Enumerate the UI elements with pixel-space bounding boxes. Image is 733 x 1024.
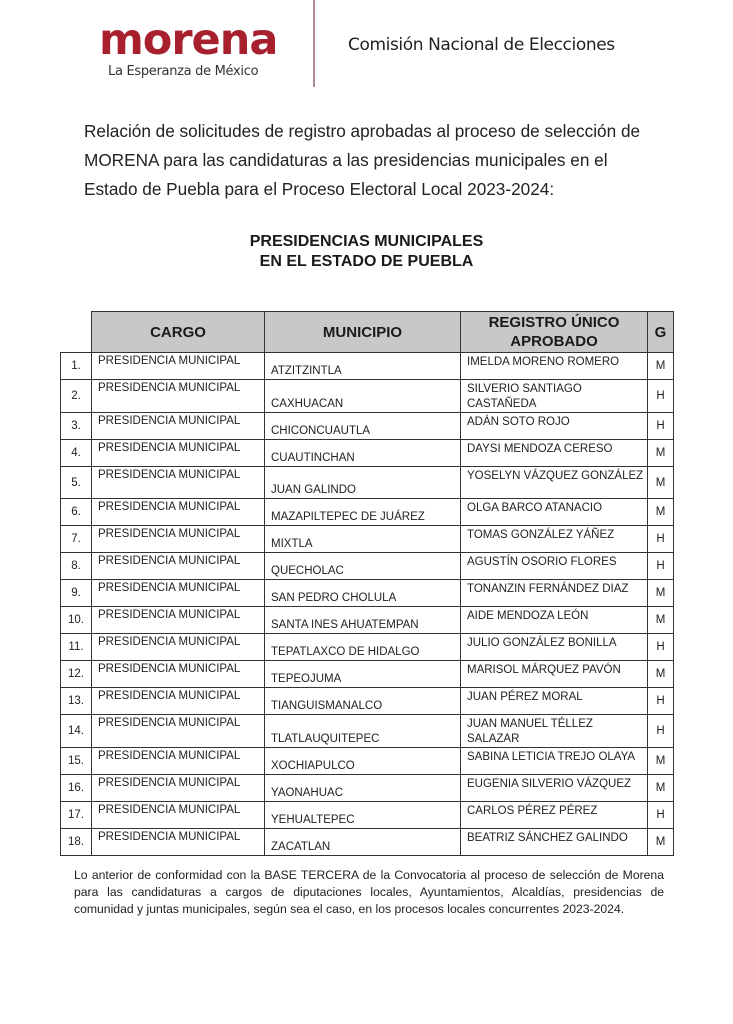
- cell-registro: SILVERIO SANTIAGO CASTAÑEDA: [461, 380, 648, 413]
- cell-genero: H: [648, 715, 674, 748]
- cell-municipio: MIXTLA: [265, 526, 461, 553]
- cell-municipio: SAN PEDRO CHOLULA: [265, 580, 461, 607]
- cell-genero: M: [648, 580, 674, 607]
- cell-cargo: PRESIDENCIA MUNICIPAL: [92, 440, 265, 467]
- cell-registro: MARISOL MÁRQUEZ PAVÓN: [461, 661, 648, 688]
- table-row: [61, 413, 674, 440]
- cell-registro: JULIO GONZÁLEZ BONILLA: [461, 634, 648, 661]
- table-row: [61, 688, 674, 715]
- header-registro: [461, 312, 648, 353]
- commission-name: Comisión Nacional de Elecciones: [348, 35, 615, 55]
- header-municipio: MUNICIPIO: [265, 312, 461, 353]
- cell-registro: JUAN MANUEL TÉLLEZ SALAZAR: [461, 715, 648, 748]
- cell-genero: M: [648, 353, 674, 380]
- cell-cargo: PRESIDENCIA MUNICIPAL: [92, 353, 265, 380]
- cell-municipio: YAONAHUAC: [265, 775, 461, 802]
- table-row: [61, 829, 674, 856]
- candidates-table: [60, 311, 674, 856]
- cell-cargo: PRESIDENCIA MUNICIPAL: [92, 802, 265, 829]
- table-row: [61, 775, 674, 802]
- cell-registro: TOMAS GONZÁLEZ YÁÑEZ: [461, 526, 648, 553]
- table-body: [61, 353, 674, 856]
- row-number: 12.: [61, 661, 92, 688]
- cell-municipio: TLATLAUQUITEPEC: [265, 715, 461, 748]
- header-registro-line-2: APROBADO: [510, 333, 598, 350]
- cell-cargo: PRESIDENCIA MUNICIPAL: [92, 661, 265, 688]
- row-number: 7.: [61, 526, 92, 553]
- cell-cargo: PRESIDENCIA MUNICIPAL: [92, 829, 265, 856]
- row-number: 14.: [61, 715, 92, 748]
- cell-cargo: PRESIDENCIA MUNICIPAL: [92, 607, 265, 634]
- row-number: 1.: [61, 353, 92, 380]
- cell-genero: M: [648, 607, 674, 634]
- header-divider: [313, 0, 315, 87]
- morena-logo: morena: [99, 15, 278, 65]
- cell-registro: OLGA BARCO ATANACIO: [461, 499, 648, 526]
- table-row: [61, 499, 674, 526]
- table-header-row: [61, 312, 674, 353]
- row-number: 13.: [61, 688, 92, 715]
- cell-cargo: PRESIDENCIA MUNICIPAL: [92, 634, 265, 661]
- row-number: 18.: [61, 829, 92, 856]
- table-row: [61, 440, 674, 467]
- cell-cargo: PRESIDENCIA MUNICIPAL: [92, 715, 265, 748]
- table-row: [61, 607, 674, 634]
- row-number: 9.: [61, 580, 92, 607]
- document-header: [0, 0, 733, 100]
- cell-municipio: MAZAPILTEPEC DE JUÁREZ: [265, 499, 461, 526]
- cell-municipio: CHICONCUAUTLA: [265, 413, 461, 440]
- table-row: [61, 715, 674, 748]
- cell-genero: M: [648, 661, 674, 688]
- header-registro-line-1: REGISTRO ÚNICO: [488, 314, 620, 331]
- row-number: 10.: [61, 607, 92, 634]
- cell-registro: DAYSI MENDOZA CERESO: [461, 440, 648, 467]
- row-number: 16.: [61, 775, 92, 802]
- section-title: [0, 232, 733, 272]
- cell-genero: M: [648, 467, 674, 499]
- cell-registro: AGUSTÍN OSORIO FLORES: [461, 553, 648, 580]
- section-title-line-2: EN EL ESTADO DE PUEBLA: [259, 253, 474, 270]
- cell-municipio: TEPATLAXCO DE HIDALGO: [265, 634, 461, 661]
- table-row: [61, 661, 674, 688]
- cell-genero: H: [648, 802, 674, 829]
- row-number: 6.: [61, 499, 92, 526]
- cell-municipio: CAXHUACAN: [265, 380, 461, 413]
- cell-municipio: JUAN GALINDO: [265, 467, 461, 499]
- cell-municipio: CUAUTINCHAN: [265, 440, 461, 467]
- cell-genero: H: [648, 413, 674, 440]
- table-row: [61, 380, 674, 413]
- cell-genero: H: [648, 688, 674, 715]
- row-number: 5.: [61, 467, 92, 499]
- intro-paragraph: Relación de solicitudes de registro aprobadas al proceso de selección de MORENA para las candidaturas a las presidencias municipales en el Estado de Puebla para el Proceso Electoral Local 2023-2024:: [84, 121, 641, 199]
- cell-genero: H: [648, 553, 674, 580]
- cell-cargo: PRESIDENCIA MUNICIPAL: [92, 553, 265, 580]
- cell-registro: TONANZIN FERNÁNDEZ DIAZ: [461, 580, 648, 607]
- table-row: [61, 353, 674, 380]
- cell-genero: M: [648, 829, 674, 856]
- header-genero: G: [648, 312, 674, 353]
- cell-municipio: QUECHOLAC: [265, 553, 461, 580]
- cell-genero: H: [648, 634, 674, 661]
- cell-municipio: ATZITZINTLA: [265, 353, 461, 380]
- table-row: [61, 802, 674, 829]
- cell-genero: M: [648, 440, 674, 467]
- cell-cargo: PRESIDENCIA MUNICIPAL: [92, 413, 265, 440]
- cell-cargo: PRESIDENCIA MUNICIPAL: [92, 748, 265, 775]
- cell-genero: M: [648, 499, 674, 526]
- cell-municipio: XOCHIAPULCO: [265, 748, 461, 775]
- cell-municipio: TEPEOJUMA: [265, 661, 461, 688]
- header-num-blank: [61, 312, 92, 353]
- cell-cargo: PRESIDENCIA MUNICIPAL: [92, 688, 265, 715]
- row-number: 8.: [61, 553, 92, 580]
- table-row: [61, 634, 674, 661]
- header-cargo: CARGO: [92, 312, 265, 353]
- table-row: [61, 467, 674, 499]
- cell-cargo: PRESIDENCIA MUNICIPAL: [92, 380, 265, 413]
- cell-cargo: PRESIDENCIA MUNICIPAL: [92, 580, 265, 607]
- cell-municipio: SANTA INES AHUATEMPAN: [265, 607, 461, 634]
- footer-note: Lo anterior de conformidad con la BASE TERCERA de la Convocatoria al proceso de selección de Morena para las candidaturas a cargos de diputaciones locales, Ayuntamientos, Alcaldías, presidencias de comunidad y juntas municipales, según sea el caso, en los procesos locales concurrentes 2023-2024.: [74, 868, 664, 916]
- cell-cargo: PRESIDENCIA MUNICIPAL: [92, 467, 265, 499]
- row-number: 4.: [61, 440, 92, 467]
- row-number: 2.: [61, 380, 92, 413]
- cell-registro: SABINA LETICIA TREJO OLAYA: [461, 748, 648, 775]
- logo-tagline: La Esperanza de México: [108, 64, 259, 79]
- cell-registro: AIDE MENDOZA LEÓN: [461, 607, 648, 634]
- cell-cargo: PRESIDENCIA MUNICIPAL: [92, 526, 265, 553]
- table-row: [61, 553, 674, 580]
- cell-municipio: YEHUALTEPEC: [265, 802, 461, 829]
- row-number: 17.: [61, 802, 92, 829]
- cell-registro: JUAN PÉREZ MORAL: [461, 688, 648, 715]
- row-number: 11.: [61, 634, 92, 661]
- cell-registro: EUGENIA SILVERIO VÁZQUEZ: [461, 775, 648, 802]
- row-number: 3.: [61, 413, 92, 440]
- cell-municipio: TIANGUISMANALCO: [265, 688, 461, 715]
- cell-registro: BEATRIZ SÁNCHEZ GALINDO: [461, 829, 648, 856]
- section-title-line-1: PRESIDENCIAS MUNICIPALES: [249, 233, 484, 250]
- row-number: 15.: [61, 748, 92, 775]
- cell-cargo: PRESIDENCIA MUNICIPAL: [92, 775, 265, 802]
- cell-registro: CARLOS PÉREZ PÉREZ: [461, 802, 648, 829]
- cell-municipio: ZACATLAN: [265, 829, 461, 856]
- cell-genero: M: [648, 775, 674, 802]
- cell-registro: YOSELYN VÁZQUEZ GONZÁLEZ: [461, 467, 648, 499]
- cell-cargo: PRESIDENCIA MUNICIPAL: [92, 499, 265, 526]
- table-row: [61, 580, 674, 607]
- cell-genero: H: [648, 526, 674, 553]
- cell-genero: M: [648, 748, 674, 775]
- cell-genero: H: [648, 380, 674, 413]
- cell-registro: ADÁN SOTO ROJO: [461, 413, 648, 440]
- table-row: [61, 748, 674, 775]
- table-row: [61, 526, 674, 553]
- cell-registro: IMELDA MORENO ROMERO: [461, 353, 648, 380]
